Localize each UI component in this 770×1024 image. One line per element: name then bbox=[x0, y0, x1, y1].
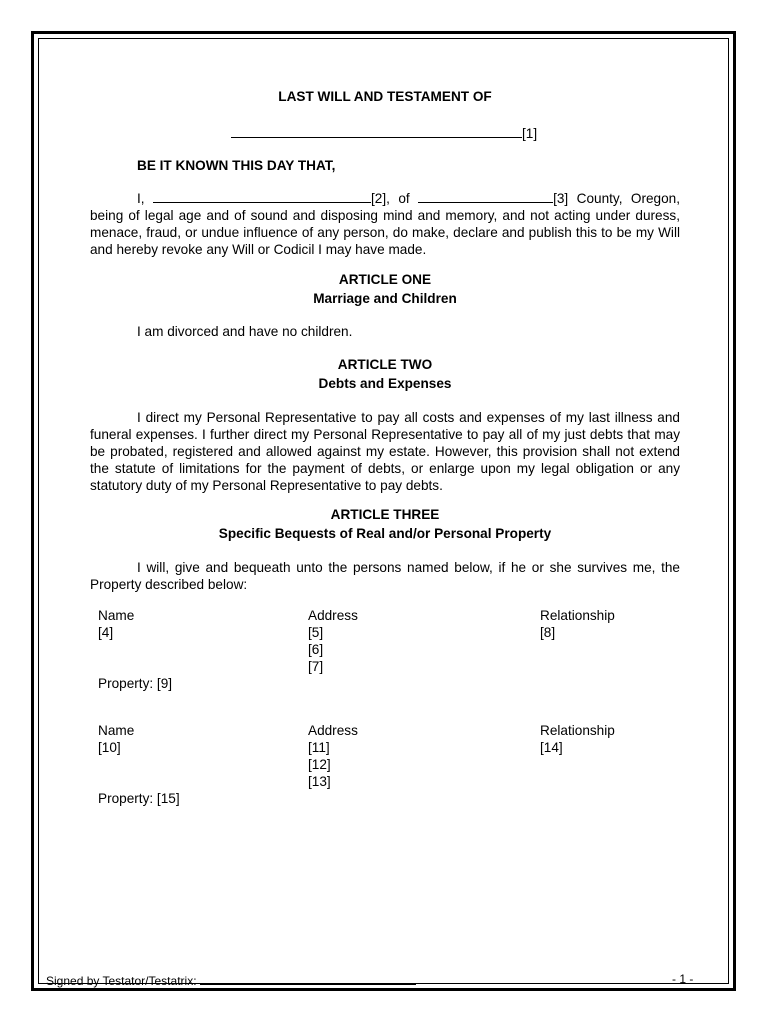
document-title: LAST WILL AND TESTAMENT OF bbox=[278, 89, 492, 104]
page-number: - 1 - bbox=[672, 972, 694, 986]
article-two-text: I direct my Personal Representative to pay all costs and expenses of my last illness and funeral expenses. I further direct my Personal Representative to pay all of my just debts that may be probated, registered and allowed against my estate. However, this provision shall not extend the statute of limitations for the payment of debts, or enlarge upon my legal obligation or any statutory duty of my Personal Representative to pay debts. bbox=[90, 410, 680, 494]
bequest-name-label: Name bbox=[98, 608, 135, 623]
signed-by-label: Signed by Testator/Testatrix: bbox=[46, 974, 197, 988]
article-two-subheading: Debts and Expenses bbox=[318, 376, 452, 391]
bequest-name-label: Name bbox=[98, 723, 135, 738]
article-three-subheading: Specific Bequests of Real and/or Personal Property bbox=[218, 526, 552, 541]
signature-line bbox=[200, 972, 416, 985]
blank-2 bbox=[153, 190, 371, 203]
article-two-heading: ARTICLE TWO bbox=[337, 357, 433, 372]
article-three-text: I will, give and bequeath unto the persons named below, if he or she survives me, the Property described below: bbox=[90, 560, 680, 593]
bequest-address-line-1: [11] bbox=[308, 740, 330, 755]
bequest-property-field: Property: [15] bbox=[98, 791, 180, 806]
bequest-address-line-2: [6] bbox=[308, 642, 324, 657]
article-two-paragraph bbox=[90, 409, 680, 494]
testator-name-blank bbox=[231, 125, 522, 138]
bequest-relationship-field: [14] bbox=[540, 740, 563, 755]
bequest-address-label: Address bbox=[308, 608, 358, 623]
testator-name-field bbox=[231, 125, 537, 141]
bequest-address-line-2: [12] bbox=[308, 757, 331, 772]
bequest-relationship-label: Relationship bbox=[540, 608, 615, 623]
bequest-address-line-3: [13] bbox=[308, 774, 331, 789]
bequest-address-label: Address bbox=[308, 723, 358, 738]
bequest-relationship-label: Relationship bbox=[540, 723, 615, 738]
bequest-name-field: [10] bbox=[98, 740, 121, 755]
field-1-label: [1] bbox=[522, 126, 538, 141]
bequest-address-line-1: [5] bbox=[308, 625, 324, 640]
opening-i: I, bbox=[137, 191, 145, 206]
opening-paragraph bbox=[90, 190, 680, 258]
bequest-name-field: [4] bbox=[98, 625, 114, 640]
field-3-label: [3] County, Oregon, bbox=[553, 191, 681, 206]
blank-3 bbox=[418, 190, 553, 203]
article-three-paragraph bbox=[90, 559, 680, 593]
article-one-heading: ARTICLE ONE bbox=[338, 272, 432, 287]
article-three-heading: ARTICLE THREE bbox=[330, 507, 440, 522]
intro-text: BE IT KNOWN THIS DAY THAT, bbox=[137, 158, 336, 173]
article-one-subheading: Marriage and Children bbox=[313, 291, 457, 306]
field-2-label: [2], of bbox=[371, 191, 410, 206]
article-one-text: I am divorced and have no children. bbox=[137, 324, 353, 339]
bequest-address-line-3: [7] bbox=[308, 659, 324, 674]
opening-rest: being of legal age and of sound and disposing mind and memory, and not acting under duress, menace, fraud, or undue influence of any person, do make, declare and publish this to be my Will and hereby revoke any Will or Codicil I may have made. bbox=[90, 208, 680, 258]
bequest-property-field: Property: [9] bbox=[98, 676, 173, 691]
bequest-relationship-field: [8] bbox=[540, 625, 556, 640]
signature-footer bbox=[46, 972, 416, 988]
